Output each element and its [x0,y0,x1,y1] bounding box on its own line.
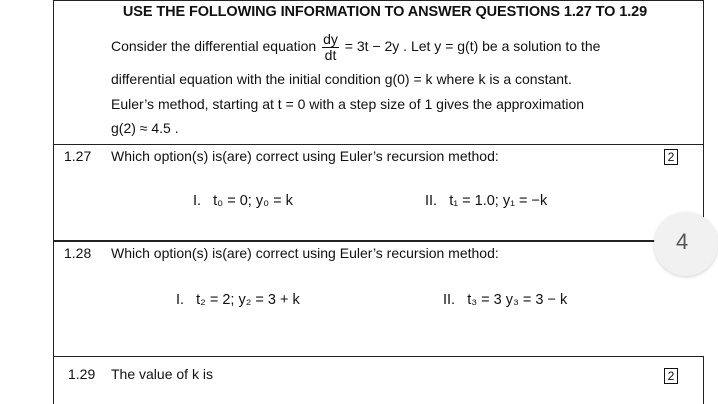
question-number: 1.29 [68,366,96,382]
rule-q128 [53,240,663,242]
question-text: The value of k is [111,366,213,382]
option-item: I. t₀ = 0; y₀ = k [193,193,293,209]
option-item: II. t₃ = 3 y₃ = 3 − k [443,292,568,308]
question-number: 1.27 [64,148,92,164]
intro-line-2: differential equation with the initial condition g(0) = k where k is a constant. [111,71,572,87]
derivative-fraction: $\frac{dy}{dt}$ [323,31,338,63]
marks-box: 2 [664,149,678,165]
page-number-badge[interactable]: 4 [654,212,718,276]
intro-line-1: Consider the differential equation $\frac{dy}{dt}$ = 3t − 2y . Let y = g(t) be a solution to the [111,31,601,63]
rule-q127 [53,144,704,145]
option-item: I. t₂ = 2; y₂ = 3 + k [176,292,300,308]
top-rule [53,0,704,1]
question-number: 1.28 [64,245,92,261]
intro-line-4: g(2) ≈ 4.5 . [111,120,179,136]
rule-q129 [53,356,704,357]
marks-box: 2 [664,368,678,384]
section-header: USE THE FOLLOWING INFORMATION TO ANSWER QUESTIONS 1.27 TO 1.29 [122,4,648,20]
intro-line-3: Euler’s method, starting at t = 0 with a step size of 1 gives the approximation [111,96,585,112]
question-text: Which option(s) is(are) correct using Euler’s recursion method: [111,245,499,261]
right-border-lower [703,357,704,404]
left-border [53,0,54,404]
right-border [703,0,704,242]
question-text: Which option(s) is(are) correct using Euler’s recursion method: [111,148,499,164]
option-item: II. t₁ = 1.0; y₁ = −k [425,193,548,209]
